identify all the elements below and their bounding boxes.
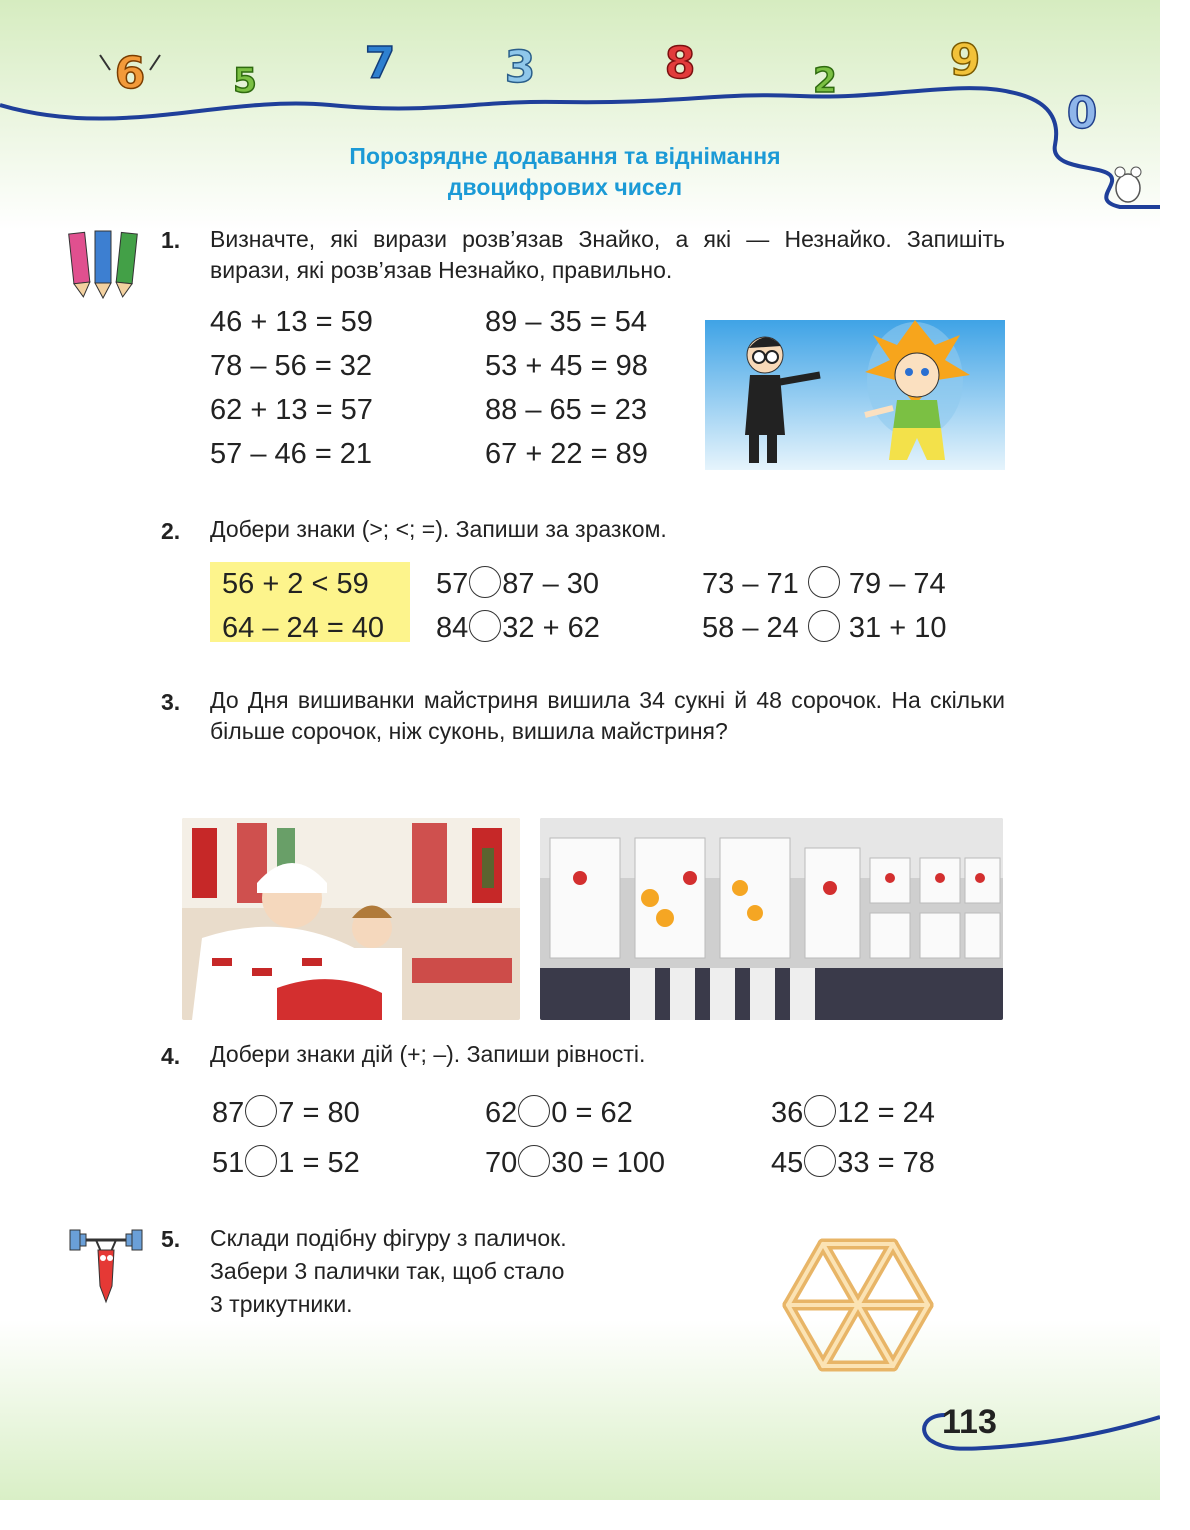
comparison-row: 58 – 24 31 + 10 — [702, 612, 947, 644]
task-2-examples — [222, 562, 384, 650]
task-1-left-column — [210, 300, 373, 476]
digit-8-character — [665, 38, 696, 89]
stick-hexagon-figure — [778, 1236, 938, 1374]
expression: 89 – 35 = 54 — [485, 306, 648, 338]
answer-circle[interactable] — [518, 1095, 550, 1127]
svg-text:2: 2 — [813, 61, 837, 101]
task-4-text: Добери знаки дій (+; –). Запиши рівності. — [210, 1041, 646, 1067]
znaiko-neznaiko-illustration — [705, 320, 1005, 470]
expression: 78 – 56 = 32 — [210, 350, 373, 382]
task-5-line: Склади подібну фігуру з паличок. — [210, 1225, 567, 1251]
task-3-number: 3. — [161, 689, 181, 715]
answer-circle[interactable] — [469, 610, 501, 642]
page-number: 113 — [942, 1403, 997, 1441]
page-title-line-1: Порозрядне додавання та віднімання — [349, 143, 781, 169]
expression: 62 + 13 = 57 — [210, 394, 373, 426]
expression: 67 + 22 = 89 — [485, 438, 648, 470]
expression: 57 – 46 = 21 — [210, 438, 373, 470]
task-5-number: 5. — [161, 1226, 181, 1252]
equation-row: 51 1 = 52 — [212, 1147, 360, 1179]
answer-circle[interactable] — [808, 610, 840, 642]
task-3-text: До Дня вишиванки майстриня вишила 34 сукні й 48 сорочок. На скільки більше сорочок, ніж суконь, вишила майстриня? — [210, 687, 1005, 744]
task-4-number: 4. — [161, 1043, 181, 1069]
equation-row: 62 0 = 62 — [485, 1097, 633, 1129]
weightlifter-pencil-icon — [66, 1218, 146, 1304]
digit-7-character — [365, 38, 396, 89]
pencils-icon — [60, 225, 145, 300]
task-1-text: Визначте, які вирази розв’язав Знайко, а які — Незнайко. Запишіть вирази, які розв’язав Незнайко, правильно. — [210, 226, 1005, 283]
digit-2-character — [813, 61, 837, 101]
page-title — [0, 141, 1130, 203]
answer-circle[interactable] — [808, 566, 840, 598]
embroidery-photo-left — [182, 818, 520, 1020]
task-2-text: Добери знаки (>; <; =). Запиши за зразком. — [210, 516, 667, 542]
equation-row: 70 30 = 100 — [485, 1147, 665, 1179]
svg-text:8: 8 — [664, 38, 696, 89]
svg-text:6: 6 — [114, 48, 146, 99]
page-title-line-2: двоцифрових чисел — [447, 174, 683, 200]
answer-circle[interactable] — [245, 1145, 277, 1177]
example-expression: 64 – 24 = 40 — [222, 612, 385, 644]
task-2-number: 2. — [161, 518, 181, 544]
task-2-column-2 — [436, 562, 600, 650]
answer-circle[interactable] — [518, 1145, 550, 1177]
task-5-line: 3 трикутники. — [210, 1291, 353, 1317]
task-4-column-1 — [212, 1088, 360, 1188]
svg-text:9: 9 — [949, 35, 981, 86]
task-4-column-3 — [771, 1088, 935, 1188]
expression: 46 + 13 = 59 — [210, 306, 373, 338]
digit-0-character — [1067, 88, 1098, 139]
svg-text:3: 3 — [504, 42, 536, 93]
answer-circle[interactable] — [804, 1145, 836, 1177]
digit-9-character — [950, 35, 981, 86]
digit-6-character — [100, 48, 160, 99]
digit-3-character — [505, 42, 536, 93]
answer-circle[interactable] — [469, 566, 501, 598]
task-2-column-3 — [702, 562, 946, 650]
comparison-row: 73 – 71 79 – 74 — [702, 568, 946, 600]
svg-text:5: 5 — [233, 61, 257, 101]
task-1-number: 1. — [161, 227, 181, 253]
expression: 88 – 65 = 23 — [485, 394, 648, 426]
digit-5-character — [233, 61, 257, 101]
task-5-text — [210, 1222, 567, 1321]
expression: 53 + 45 = 98 — [485, 350, 648, 382]
answer-circle[interactable] — [245, 1095, 277, 1127]
svg-text:7: 7 — [364, 38, 396, 89]
task-4-column-2 — [485, 1088, 665, 1188]
embroidery-photo-right — [540, 818, 1003, 1020]
equation-row: 45 33 = 78 — [771, 1147, 935, 1179]
task-1-right-column — [485, 300, 648, 476]
task-5-line: Забери 3 палички так, щоб стало — [210, 1258, 565, 1284]
example-expression: 56 + 2 < 59 — [222, 568, 369, 600]
equation-row: 87 7 = 80 — [212, 1097, 360, 1129]
answer-circle[interactable] — [804, 1095, 836, 1127]
svg-text:0: 0 — [1066, 88, 1098, 139]
equation-row: 36 12 = 24 — [771, 1097, 935, 1129]
comparison-row: 84 32 + 62 — [436, 612, 600, 644]
comparison-row: 57 87 – 30 — [436, 568, 600, 600]
